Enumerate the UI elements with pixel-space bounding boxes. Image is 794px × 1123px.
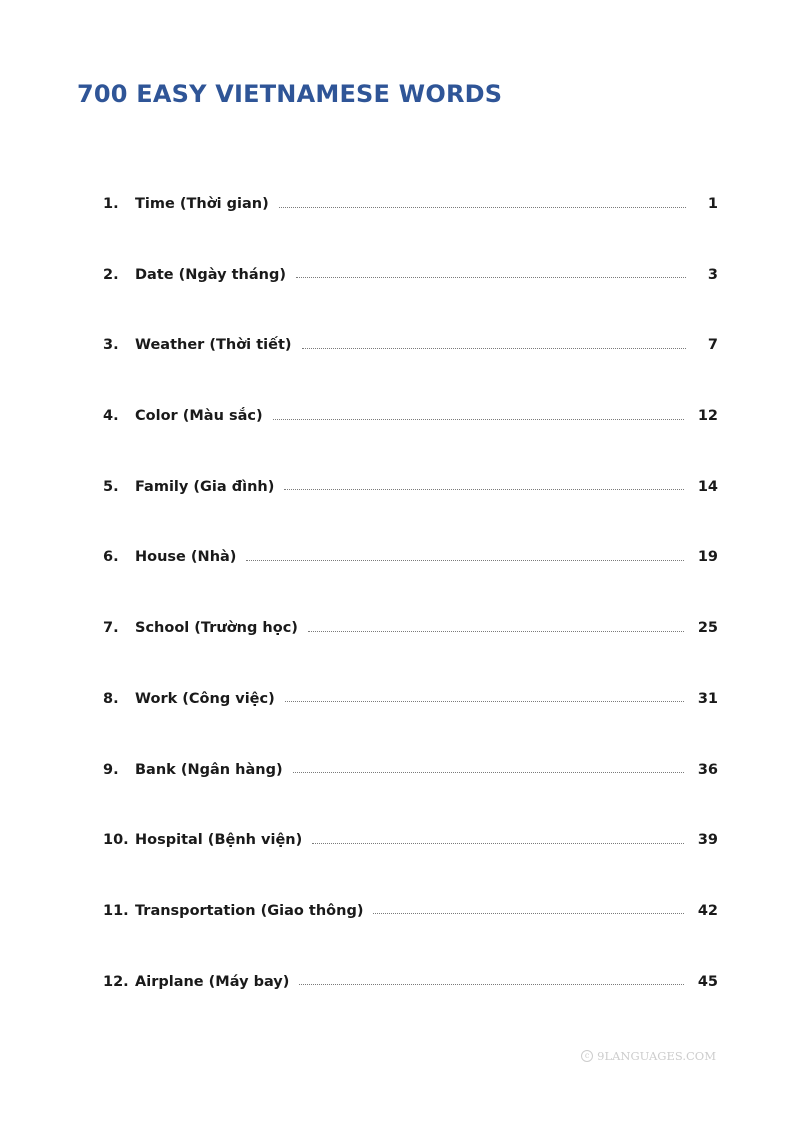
toc-entry-date[interactable] bbox=[103, 255, 718, 295]
toc-entry-page[interactable]: 12 bbox=[697, 408, 718, 425]
toc-entry-label[interactable]: School (Trường học) bbox=[135, 620, 298, 637]
toc-entry-family[interactable] bbox=[103, 467, 718, 507]
toc-entry-number: 3. bbox=[103, 337, 119, 354]
toc-entry-page[interactable]: 39 bbox=[697, 832, 718, 849]
toc-entry-label[interactable]: Hospital (Bệnh viện) bbox=[135, 832, 303, 849]
toc-entry-color[interactable] bbox=[103, 396, 718, 436]
toc-entry-page[interactable]: 1 bbox=[707, 196, 718, 212]
toc-entry-number: 11. bbox=[103, 902, 129, 919]
toc-entry-page[interactable]: 25 bbox=[697, 620, 718, 637]
toc-entry-label[interactable]: Transportation (Giao thông) bbox=[135, 902, 364, 919]
dot-leader bbox=[308, 631, 684, 632]
toc-entry-work[interactable] bbox=[103, 679, 718, 719]
dot-leader bbox=[293, 772, 684, 773]
table-of-contents bbox=[103, 184, 718, 1032]
toc-entry-weather[interactable] bbox=[103, 325, 718, 365]
dot-leader bbox=[302, 348, 687, 349]
toc-entry-time[interactable] bbox=[103, 184, 718, 224]
dot-leader bbox=[373, 913, 683, 914]
toc-entry-page[interactable]: 42 bbox=[697, 902, 718, 919]
toc-entry-label[interactable]: Color (Màu sắc) bbox=[135, 408, 263, 425]
toc-entry-label[interactable]: Family (Gia đình) bbox=[135, 478, 275, 495]
toc-entry-house[interactable] bbox=[103, 537, 718, 577]
copyright-icon: c bbox=[581, 1050, 593, 1062]
toc-entry-number: 2. bbox=[103, 266, 119, 283]
copyright-text: 9LANGUAGES.COM bbox=[597, 1049, 716, 1063]
copyright-footer bbox=[581, 1049, 716, 1063]
toc-entry-label[interactable]: Bank (Ngân hàng) bbox=[135, 761, 283, 778]
toc-entry-school[interactable] bbox=[103, 608, 718, 648]
page-title: 700 EASY VIETNAMESE WORDS bbox=[77, 80, 503, 108]
dot-leader bbox=[284, 489, 683, 490]
toc-entry-number: 4. bbox=[103, 408, 119, 425]
toc-entry-number: 7. bbox=[103, 620, 119, 637]
toc-entry-page[interactable]: 14 bbox=[697, 478, 718, 495]
toc-entry-label[interactable]: Time (Thời gian) bbox=[135, 196, 269, 212]
toc-entry-airplane[interactable] bbox=[103, 962, 718, 1002]
toc-entry-number: 9. bbox=[103, 761, 119, 778]
toc-entry-label[interactable]: House (Nhà) bbox=[135, 549, 237, 566]
toc-entry-page[interactable]: 19 bbox=[697, 549, 718, 566]
toc-entry-page[interactable]: 45 bbox=[697, 973, 718, 990]
dot-leader bbox=[296, 277, 686, 278]
toc-entry-page[interactable]: 7 bbox=[707, 337, 718, 354]
dot-leader bbox=[299, 984, 683, 985]
toc-entry-number: 10. bbox=[103, 832, 129, 849]
dot-leader bbox=[285, 701, 684, 702]
toc-entry-label[interactable]: Airplane (Máy bay) bbox=[135, 973, 290, 990]
dot-leader bbox=[246, 560, 683, 561]
dot-leader bbox=[279, 207, 686, 208]
toc-entry-page[interactable]: 31 bbox=[697, 690, 718, 707]
toc-entry-label[interactable]: Date (Ngày tháng) bbox=[135, 266, 286, 283]
toc-entry-number: 5. bbox=[103, 478, 119, 495]
toc-entry-number: 8. bbox=[103, 690, 119, 707]
toc-entry-bank[interactable] bbox=[103, 750, 718, 790]
toc-entry-label[interactable]: Work (Công việc) bbox=[135, 690, 275, 707]
toc-entry-number: 6. bbox=[103, 549, 119, 566]
toc-entry-page[interactable]: 3 bbox=[707, 266, 718, 283]
toc-entry-number: 1. bbox=[103, 196, 119, 212]
dot-leader bbox=[273, 419, 684, 420]
toc-entry-transportation[interactable] bbox=[103, 891, 718, 931]
toc-entry-page[interactable]: 36 bbox=[697, 761, 718, 778]
toc-entry-number: 12. bbox=[103, 973, 129, 990]
toc-entry-label[interactable]: Weather (Thời tiết) bbox=[135, 337, 292, 354]
dot-leader bbox=[312, 843, 684, 844]
toc-entry-hospital[interactable] bbox=[103, 820, 718, 860]
